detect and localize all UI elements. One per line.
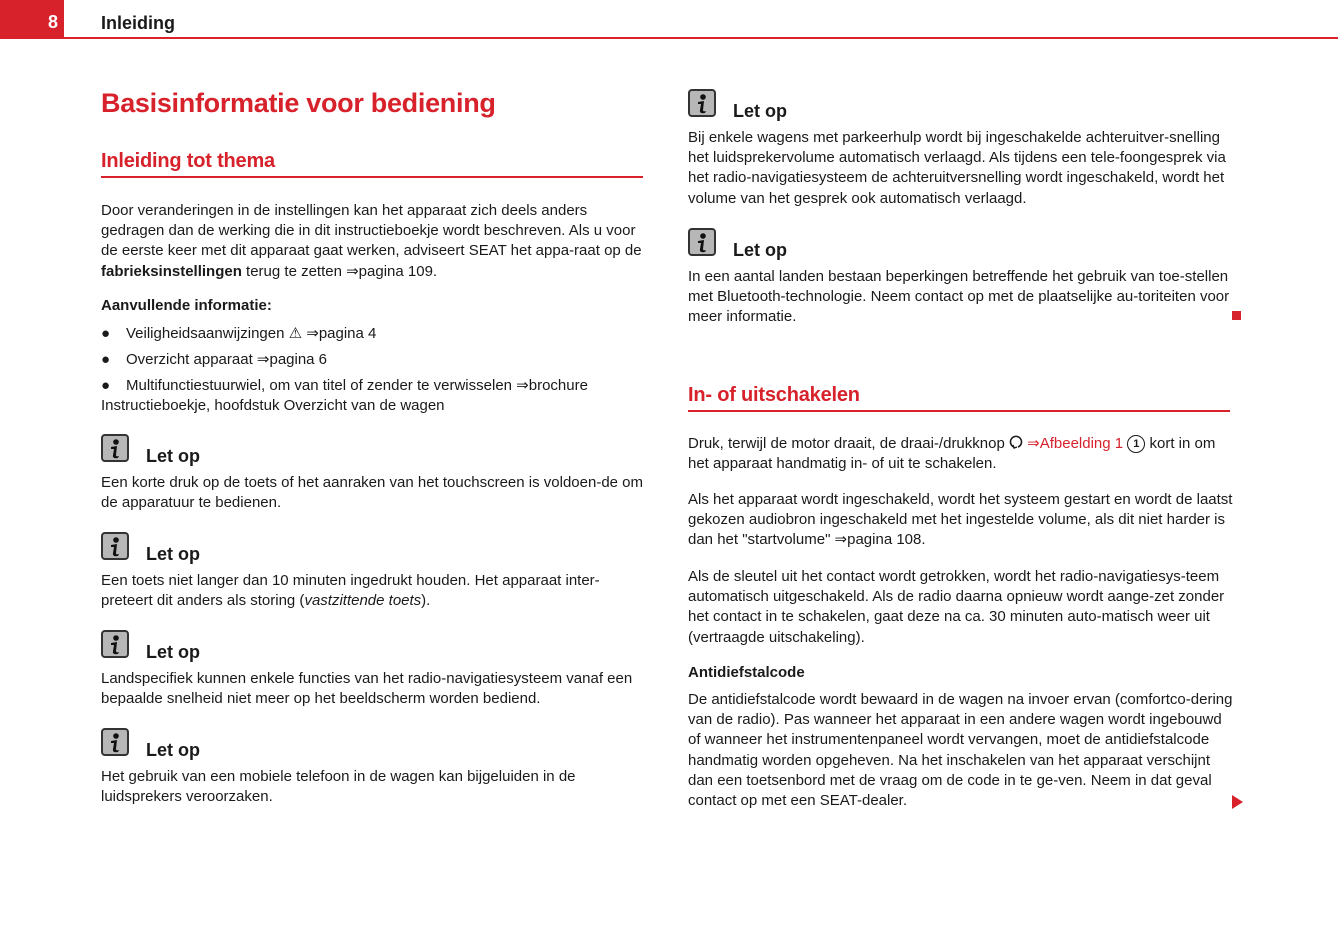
note-italic-term: vastzittende toets <box>304 592 422 610</box>
note-title: Let op <box>146 446 200 466</box>
auto-off-paragraph: Als de sleutel uit het contact wordt getrokken, wordt het radio-navigatiesys-teem automatisch uitgeschakeld. Als de radio daarna opnieuw wordt aange-zet zonder het contact in te schakelen, gaat deze na ca. 30 minuten auto-matisch weer uit (vertraagde uitschakeling). <box>688 568 1225 646</box>
info-icon <box>688 89 716 117</box>
page-number-block <box>0 0 64 39</box>
callout-number: 1 <box>1127 435 1145 453</box>
note-title: Let op <box>733 240 787 260</box>
note-text: Bij enkele wagens met parkeerhulp wordt bij ingeschakelde achteruitver-snelling het luidsprekervolume automatisch verlaagd. Als tijdens een tele-foongesprek via het radio-navigatiesysteem de achteruitversnelling wordt ingeschakeld, wordt het volume van het gesprek ook automatisch verlaagd. <box>688 129 1226 207</box>
power-paragraph <box>688 434 1233 474</box>
warning-triangle-icon: ⚠ <box>288 325 303 342</box>
note-text-part: ). <box>421 592 431 610</box>
bullet-dot: ● <box>101 377 111 394</box>
page-title: Basisinformatie voor bediening <box>101 88 496 118</box>
note-text: Het gebruik van een mobiele telefoon in de wagen kan bijgeluiden in de luidsprekers veroorzaken. <box>101 768 576 806</box>
antitheft-heading: Antidiefstalcode <box>688 664 805 681</box>
bullet-item[interactable] <box>101 376 646 416</box>
note-text <box>101 571 646 611</box>
info-icon <box>101 630 129 658</box>
note-title: Let op <box>733 101 787 121</box>
section-heading-inleiding: Inleiding tot thema <box>101 150 643 178</box>
extra-info-heading: Aanvullende informatie: <box>101 297 272 314</box>
continue-arrow-icon <box>1232 795 1243 809</box>
bullet-text: Veiligheidsaanwijzingen <box>126 325 285 342</box>
startup-paragraph: Als het apparaat wordt ingeschakeld, wordt het systeem gestart en wordt de laatst gekozen audiobron ingeschakeld met het ingestelde volume, als dit niet harder is dan het "startvolume" ⇒pagina 108. <box>688 491 1233 549</box>
intro-paragraph <box>101 201 646 282</box>
intro-text-ref[interactable]: terug te zetten ⇒pagina 109. <box>241 262 438 280</box>
para-text: kort in om het apparaat handmatig in- of uit te schakelen. <box>688 435 1216 473</box>
bullet-dot: ● <box>101 325 111 342</box>
section-heading-in-uitschakelen: In- of uitschakelen <box>688 384 1230 412</box>
page-reference[interactable]: ⇒pagina 4 <box>306 325 377 342</box>
antitheft-paragraph: De antidiefstalcode wordt bewaard in de wagen na invoer ervan (comfortco-dering van de radio). Pas wanneer het apparaat in een andere wagen wordt ingebouwd of wanneer het instrumentenpaneel wordt vervangen, moet de antidiefstalcode handmatig worden opgeheven. Na het inschakelen van het apparaat verschijnt dan een toetsenbord met de vraag om de code in te ge-ven. Neem in dat geval contact op met een SEAT-dealer. <box>688 691 1233 810</box>
note-title: Let op <box>146 642 200 662</box>
info-icon <box>101 434 129 462</box>
note-text: Landspecifiek kunnen enkele functies van het radio-navigatiesysteem vanaf een bepaalde snelheid niet meer op het beeldscherm worden bediend. <box>101 670 633 708</box>
note-text-part: Een toets niet langer dan 10 minuten ingedrukt houden. Het apparaat inter-preteert dit anders als storing ( <box>101 572 600 610</box>
bullet-dot: ● <box>101 351 111 368</box>
intro-text: Door veranderingen in de instellingen kan het apparaat zich deels anders gedragen dan de werking die in dit instructieboekje wordt beschreven. Als u voor de eerste keer met dit apparaat gaat werken, adviseert SEAT het appa-raat op de <box>101 202 642 260</box>
section-end-marker <box>1232 311 1241 320</box>
info-icon <box>688 228 716 256</box>
note-text: Een korte druk op de toets of het aanraken van het touchscreen is voldoen-de om de apparatuur te bedienen. <box>101 474 644 512</box>
page-number: 8 <box>47 12 58 32</box>
info-icon <box>101 532 129 560</box>
bullet-item[interactable] <box>101 350 646 370</box>
figure-link[interactable]: ⇒Afbeelding 1 <box>1027 435 1124 452</box>
header-rule <box>64 37 1338 39</box>
info-icon <box>101 728 129 756</box>
intro-bold-term: fabrieksinstellingen <box>101 262 242 280</box>
rotary-knob-icon <box>1009 435 1027 452</box>
page-reference[interactable]: ⇒pagina 6 <box>256 351 328 368</box>
para-text: Druk, terwijl de motor draait, de draai-/drukknop <box>688 435 1005 452</box>
bullet-text: Multifunctiestuurwiel, om van titel of zender te verwisselen ⇒brochure Instructieboekje, hoofdstuk Overzicht van de wagen <box>101 377 588 415</box>
bullet-text: Overzicht apparaat <box>126 351 253 368</box>
running-header-title: Inleiding <box>101 13 175 33</box>
note-title: Let op <box>146 544 200 564</box>
bullet-item[interactable] <box>101 324 646 344</box>
note-text: In een aantal landen bestaan beperkingen betreffende het gebruik van toe-stellen met Bluetooth-technologie. Neem contact op met de plaatselijke au-toriteiten voor meer informatie. <box>688 268 1230 326</box>
note-title: Let op <box>146 740 200 760</box>
